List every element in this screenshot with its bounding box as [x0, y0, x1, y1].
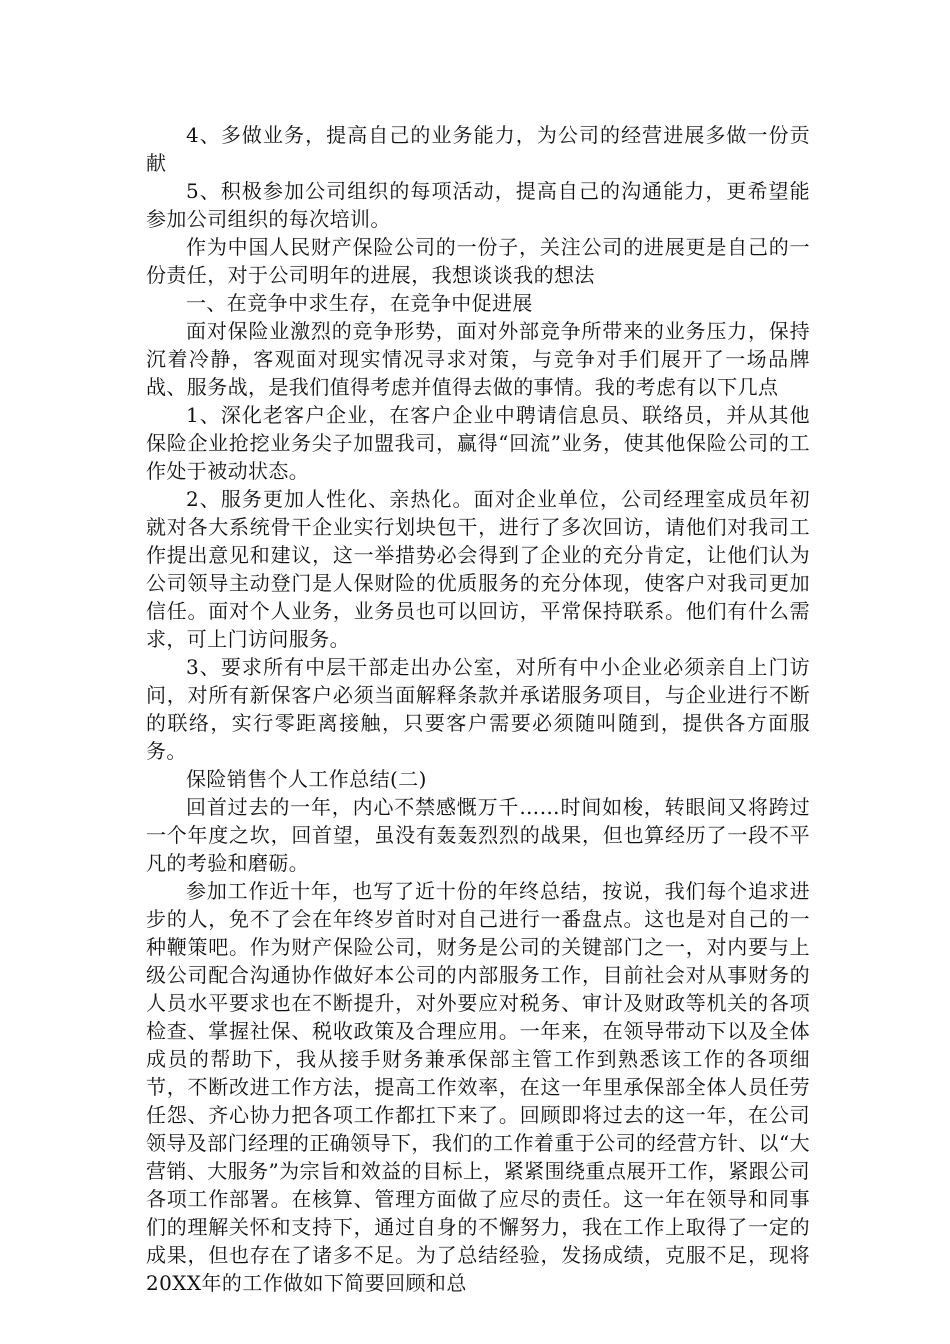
- section-title-summary-two: 保险销售个人工作总结(二): [186, 767, 427, 791]
- paragraph-company-role: 作为中国人民财产保险公司的一份子，关注公司的进展更是自己的一份责任，对于公司明年的进展，我想谈谈我的想法: [146, 235, 810, 287]
- paragraph-point-2: 2、服务更加人性化、亲热化。面对企业单位，公司经理室成员年初就对各大系统骨干企业实行划块包干，进行了多次回访，请他们对我司工作提出意见和建议，这一举措势必会得到了企业的充分肯定，让他们认为公司领导主动登门是人保财险的优质服务的充分体现，使客户对我司更加信任。面对个人业务，业务员也可以回访，平常保持联系。他们有什么需求，可上门访问服务。: [146, 487, 810, 651]
- paragraph-item-4: 4、多做业务，提高自己的业务能力，为公司的经营进展多做一份贡献: [146, 123, 810, 175]
- paragraph-item-5: 5、积极参加公司组织的每项活动，提高自己的沟通能力，更希望能参加公司组织的每次培训。: [146, 179, 810, 231]
- paragraph-looking-back: 回首过去的一年，内心不禁感慨万千……时间如梭，转眼间又将跨过一个年度之坎，回首望，虽没有轰轰烈烈的战果，但也算经历了一段不平凡的考验和磨砺。: [146, 795, 810, 875]
- section-heading-competition: 一、在竞争中求生存，在竞争中促进展: [186, 291, 533, 315]
- paragraph-point-1: 1、深化老客户企业，在客户企业中聘请信息员、联络员，并从其他保险企业抢挖业务尖子加盟我司，赢得“回流”业务，使其他保险公司的工作处于被动状态。: [146, 403, 810, 483]
- paragraph-point-3: 3、要求所有中层干部走出办公室，对所有中小企业必须亲自上门访问，对所有新保客户必须当面解释条款并承诺服务项目，与企业进行不断的联络，实行零距离接触，只要客户需要必须随叫随到，提供各方面服务。: [146, 655, 810, 763]
- document-body: [146, 121, 810, 1297]
- paragraph-work-summary: 参加工作近十年，也写了近十份的年终总结，按说，我们每个追求进步的人，免不了会在年终岁首时对自己进行一番盘点。这也是对自己的一种鞭策吧。作为财产保险公司，财务是公司的关键部门之一，对内要与上级公司配合沟通协作做好本公司的内部服务工作，目前社会对从事财务的人员水平要求也在不断提升，对外要应对税务、审计及财政等机关的各项检查、掌握社保、税收政策及合理应用。一年来，在领导带动下以及全体成员的帮助下，我从接手财务兼承保部主管工作到熟悉该工作的各项细节，不断改进工作方法，提高工作效率，在这一年里承保部全体人员任劳任怨、齐心协力把各项工作都扛下来了。回顾即将过去的这一年，在公司领导及部门经理的正确领导下，我们的工作着重于公司的经营方针、以“大营销、大服务”为宗旨和效益的目标上，紧紧围绕重点展开工作，紧跟公司各项工作部署。在核算、管理方面做了应尽的责任。这一年在领导和同事们的理解关怀和支持下，通过自身的不懈努力，我在工作上取得了一定的成果，但也存在了诸多不足。为了总结经验，发扬成绩，克服不足，现将20XX年的工作做如下简要回顾和总: [146, 879, 810, 1295]
- paragraph-competition: 面对保险业激烈的竞争形势，面对外部竞争所带来的业务压力，保持沉着冷静，客观面对现实情况寻求对策，与竞争对手们展开了一场品牌战、服务战，是我们值得考虑并值得去做的事情。我的考虑有以下几点: [146, 319, 810, 399]
